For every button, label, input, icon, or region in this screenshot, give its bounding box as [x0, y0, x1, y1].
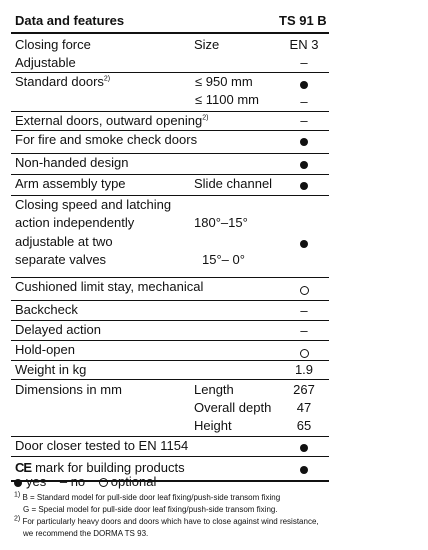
footnote-marker: 1) — [14, 491, 21, 499]
angle-range-2: 15°– 0° — [202, 252, 245, 267]
dimension-value: 267 — [293, 382, 315, 397]
dimension-name: Overall depth — [194, 400, 272, 415]
size-1100: ≤ 1100 mm — [195, 92, 259, 107]
footnote-ref: 2) — [103, 75, 111, 83]
yes-dot-icon — [289, 234, 319, 252]
yes-dot-icon — [289, 438, 319, 456]
header-rule — [11, 32, 329, 34]
row-label-adjustable: Adjustable — [15, 55, 76, 70]
row-label-line-3: adjustable at two — [15, 234, 113, 249]
yes-dot-icon — [289, 460, 319, 478]
yes-dot-icon — [289, 132, 319, 150]
yes-dot-icon — [289, 155, 319, 173]
row-value: 1.9 — [294, 362, 314, 377]
row-label-line-1: Closing speed and latching — [15, 197, 172, 212]
legend-no: – no — [59, 474, 86, 489]
dimension-name: Height — [194, 418, 232, 433]
row-value: – — [300, 303, 308, 318]
row-value-adjustable: – — [300, 55, 308, 70]
table-header — [11, 10, 329, 30]
row-value: – — [300, 323, 308, 338]
ce-mark-icon: CE — [15, 460, 32, 475]
dimension-value: 47 — [296, 400, 312, 415]
row-value: EN 3 — [289, 37, 319, 52]
symbol-legend — [14, 474, 156, 489]
footnote-text: For particularly heavy doors and doors which have to close against wind resistance, — [22, 517, 319, 526]
model-name: TS 91 B — [279, 13, 327, 28]
row-label: Dimensions in mm — [15, 382, 122, 397]
optional-ring-icon — [289, 281, 319, 299]
footnote-marker: 2) — [14, 515, 21, 523]
row-label: Hold-open — [15, 342, 75, 357]
row-col2: Size — [194, 37, 220, 52]
row-label-line-2: action independently — [15, 215, 135, 230]
row-divider — [11, 379, 329, 380]
dimension-value: 65 — [296, 418, 312, 433]
row-label: Delayed action — [15, 322, 101, 337]
footnote-2-cont: we recommend the DORMA TS 93. — [23, 529, 149, 538]
row-label-line-4: separate valves — [15, 252, 107, 267]
footnotes — [14, 492, 319, 540]
no-dash: – — [300, 94, 308, 109]
row-label: Backcheck — [15, 302, 78, 317]
footnote-ref: 2) — [202, 114, 209, 122]
footnote-2 — [14, 516, 319, 528]
row-label-text: Standard doors — [15, 74, 104, 89]
footnote-1 — [14, 492, 319, 504]
row-label: For fire and smoke check doors — [15, 132, 198, 147]
footnote-1-cont: G = Special model for pull-side door leaf fixing/push-side transom fixing. — [23, 505, 278, 514]
optional-ring-icon — [99, 478, 108, 487]
row-label: Non-handed design — [15, 155, 129, 170]
row-value: – — [300, 113, 308, 128]
legend-optional: optional — [110, 474, 157, 489]
dimension-name: Length — [194, 382, 234, 397]
footnote-text: B = Standard model for pull-side door leaf fixing/push-side transom fixing — [22, 493, 281, 502]
angle-range-1: 180°–15° — [194, 215, 248, 230]
row-divider — [11, 456, 329, 457]
row-label — [15, 112, 208, 130]
legend-yes: yes — [26, 474, 47, 489]
row-label: Arm assembly type — [15, 176, 126, 191]
row-label: Weight in kg — [15, 362, 87, 377]
size-950: ≤ 950 mm — [195, 74, 253, 89]
row-label-text: External doors, outward opening — [15, 113, 203, 128]
yes-dot-icon — [289, 75, 319, 93]
row-label: Door closer tested to EN 1154 — [15, 438, 189, 453]
row-col2: Slide channel — [194, 176, 273, 191]
table-title: Data and features — [15, 13, 125, 28]
row-label: Cushioned limit stay, mechanical — [15, 279, 204, 294]
yes-dot-icon — [289, 176, 319, 194]
row-label-text: mark for building products — [35, 460, 185, 475]
row-label — [15, 73, 110, 91]
yes-dot-icon — [14, 479, 22, 487]
row-label: Closing force — [15, 37, 91, 52]
